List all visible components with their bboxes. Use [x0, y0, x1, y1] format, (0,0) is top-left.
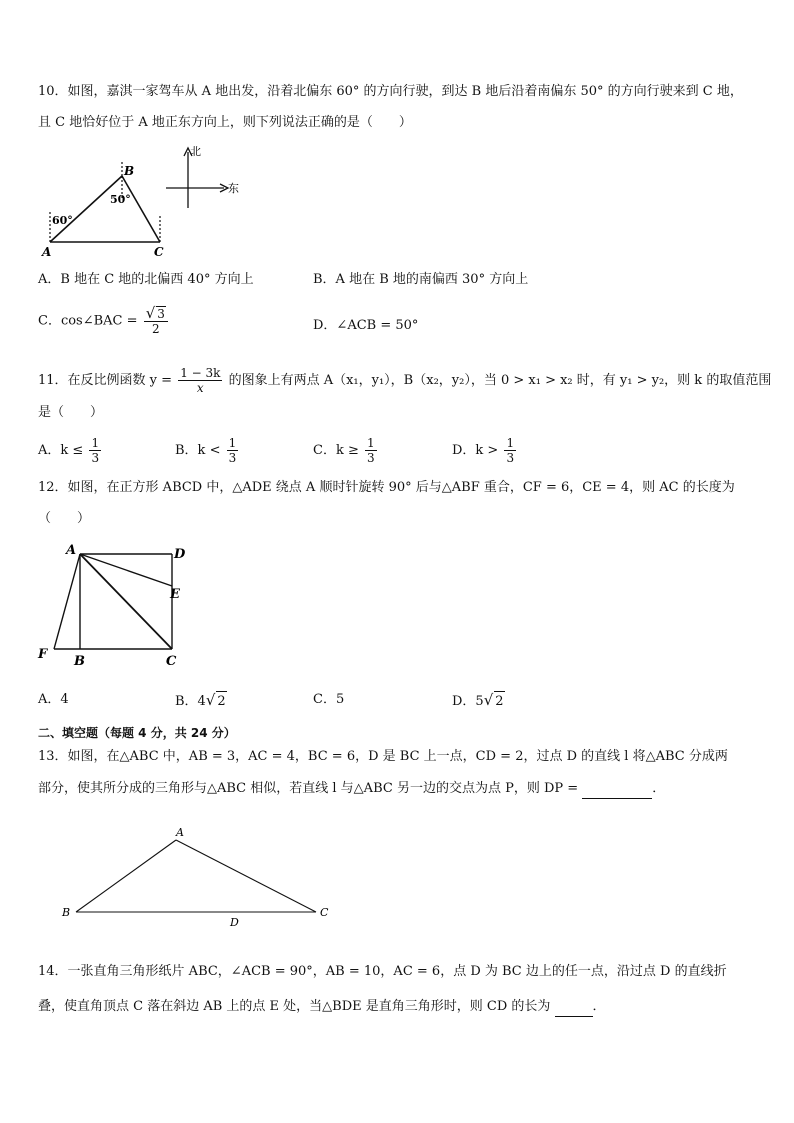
q10-option-d: D．∠ACB = 50°	[313, 318, 419, 333]
q10-option-c-radicand: 3	[157, 307, 165, 321]
q10-fig-label-a: A	[42, 245, 52, 259]
q10-fig-north: 北	[190, 145, 201, 158]
q12-option-a: A．4	[38, 692, 69, 707]
q13-fig-label-c: C	[320, 906, 329, 919]
q10-fig-east: 东	[228, 182, 239, 195]
q11-option-c-num: 1	[367, 436, 375, 450]
q12-option-d: D．5√ 2	[452, 690, 505, 712]
q11-option-d-num: 1	[506, 436, 515, 450]
q10-triangle-figure	[36, 160, 176, 260]
q10-option-c-denominator: 2	[151, 322, 160, 336]
q12-fig-label-e: E	[170, 587, 180, 602]
q10-line2: 且 C 地恰好位于 A 地正东方向上，则下列说法正确的是（ ）	[38, 115, 412, 130]
q12-fig-label-c: C	[166, 654, 177, 669]
q14-line2	[38, 997, 606, 1017]
q13-answer-blank[interactable]	[582, 784, 652, 799]
q13-fig-label-d: D	[230, 916, 239, 929]
q13-end: ．	[652, 781, 666, 796]
q10-option-b: B．A 地在 B 地的南偏西 30° 方向上	[313, 272, 529, 287]
q14-line2-text: 叠，使直角顶点 C 落在斜边 AB 上的点 E 处，当△BDE 是直角三角形时，则 CD 的长为	[38, 999, 551, 1014]
q10-fig-angle-50: 50°	[110, 193, 131, 206]
q11-option-d	[452, 436, 518, 465]
q11-option-b-prefix: B．k <	[175, 443, 221, 458]
q11-option-b-num: 1	[228, 436, 237, 450]
q12-fig-label-d: D	[174, 547, 186, 562]
q10-option-a: A．B 地在 C 地的北偏西 40° 方向上	[38, 272, 254, 287]
q13-line2	[38, 779, 665, 799]
q11-option-b-den: 3	[228, 451, 237, 465]
q13-line1: 13．如图，在△ABC 中，AB = 3，AC = 4，BC = 6，D 是 BC 上一点，CD = 2，过点 D 的直线 l 将△ABC 分成两	[38, 749, 728, 764]
q10-option-c-prefix: C．cos∠BAC =	[38, 313, 138, 329]
q12-fig-label-b: B	[74, 654, 85, 669]
q10-option-c-fraction: $\frac{√ 3}{2}$	[144, 306, 168, 336]
q12-option-c: C．5	[313, 692, 345, 707]
q12-fig-label-a: A	[66, 543, 77, 558]
q12-square-figure	[36, 540, 196, 675]
q12-line2: （ ）	[38, 511, 91, 526]
q11-option-c	[313, 436, 379, 465]
q14-answer-blank[interactable]	[555, 1002, 593, 1017]
q13-fig-label-b: B	[62, 906, 71, 919]
q12-line1: 12．如图，在正方形 ABCD 中，△ADE 绕点 A 顺时针旋转 90° 后与△ABF 重合，CF = 6，CE = 4，则 AC 的长度为	[38, 480, 735, 495]
q10-fig-label-c: C	[154, 245, 164, 259]
q10-compass-figure	[162, 142, 252, 212]
q11-option-b	[175, 436, 240, 465]
q11-function-fraction	[178, 366, 222, 395]
q12-option-d-prefix: D．5	[452, 694, 484, 709]
q11-option-c-den: 3	[367, 451, 375, 465]
q11-option-d-den: 3	[506, 451, 515, 465]
q10-line1: 10．如图，嘉淇一家驾车从 A 地出发，沿着北偏东 60° 的方向行驶，到达 B 地后沿着南偏东 50° 的方向行驶来到 C 地，	[38, 84, 743, 99]
q12-fig-label-f: F	[38, 647, 48, 662]
q10-option-c	[38, 306, 170, 336]
q11-line2: 是（ ）	[38, 405, 104, 420]
q11-option-c-prefix: C．k ≥	[313, 443, 359, 458]
q11-prefix: 11．在反比例函数 y =	[38, 373, 173, 388]
q13-line2-text: 部分，使其所分成的三角形与△ABC 相似，若直线 l 与△ABC 另一边的交点为点 P，则 DP =	[38, 781, 579, 796]
q11-option-d-prefix: D．k >	[452, 443, 499, 458]
q11-line1	[38, 366, 771, 395]
q11-option-a-num: 1	[91, 436, 100, 450]
q11-suffix: 的图象上有两点 A（x₁，y₁），B（x₂，y₂），当 0 > x₁ > x₂ 时，有 y₁ > y₂，则 k 的取值范围	[228, 373, 772, 388]
q12-option-b-prefix: B．4	[175, 694, 206, 709]
q11-fraction-denominator: x	[196, 381, 204, 395]
q11-option-a-prefix: A．k ≤	[38, 443, 84, 458]
q11-fraction-numerator: 1 − 3k	[180, 366, 221, 380]
q13-triangle-figure	[60, 823, 340, 933]
q12-option-d-radicand: 2	[494, 691, 504, 712]
q11-option-a	[38, 436, 103, 465]
q14-end: ．	[592, 999, 606, 1014]
q12-option-b-radicand: 2	[216, 691, 226, 712]
q10-fig-angle-60: 60°	[52, 214, 73, 227]
q12-option-b: B．4√ 2	[175, 690, 227, 712]
q10-fig-label-b: B	[124, 164, 135, 178]
section-fill-in-heading: 二、填空题（每题 4 分，共 24 分）	[38, 726, 236, 740]
q11-option-a-den: 3	[91, 451, 100, 465]
q13-fig-label-a: A	[176, 826, 184, 839]
q14-line1: 14．一张直角三角形纸片 ABC，∠ACB = 90°，AB = 10，AC = 6，点 D 为 BC 边上的任一点，沿过点 D 的直线折	[38, 964, 727, 979]
